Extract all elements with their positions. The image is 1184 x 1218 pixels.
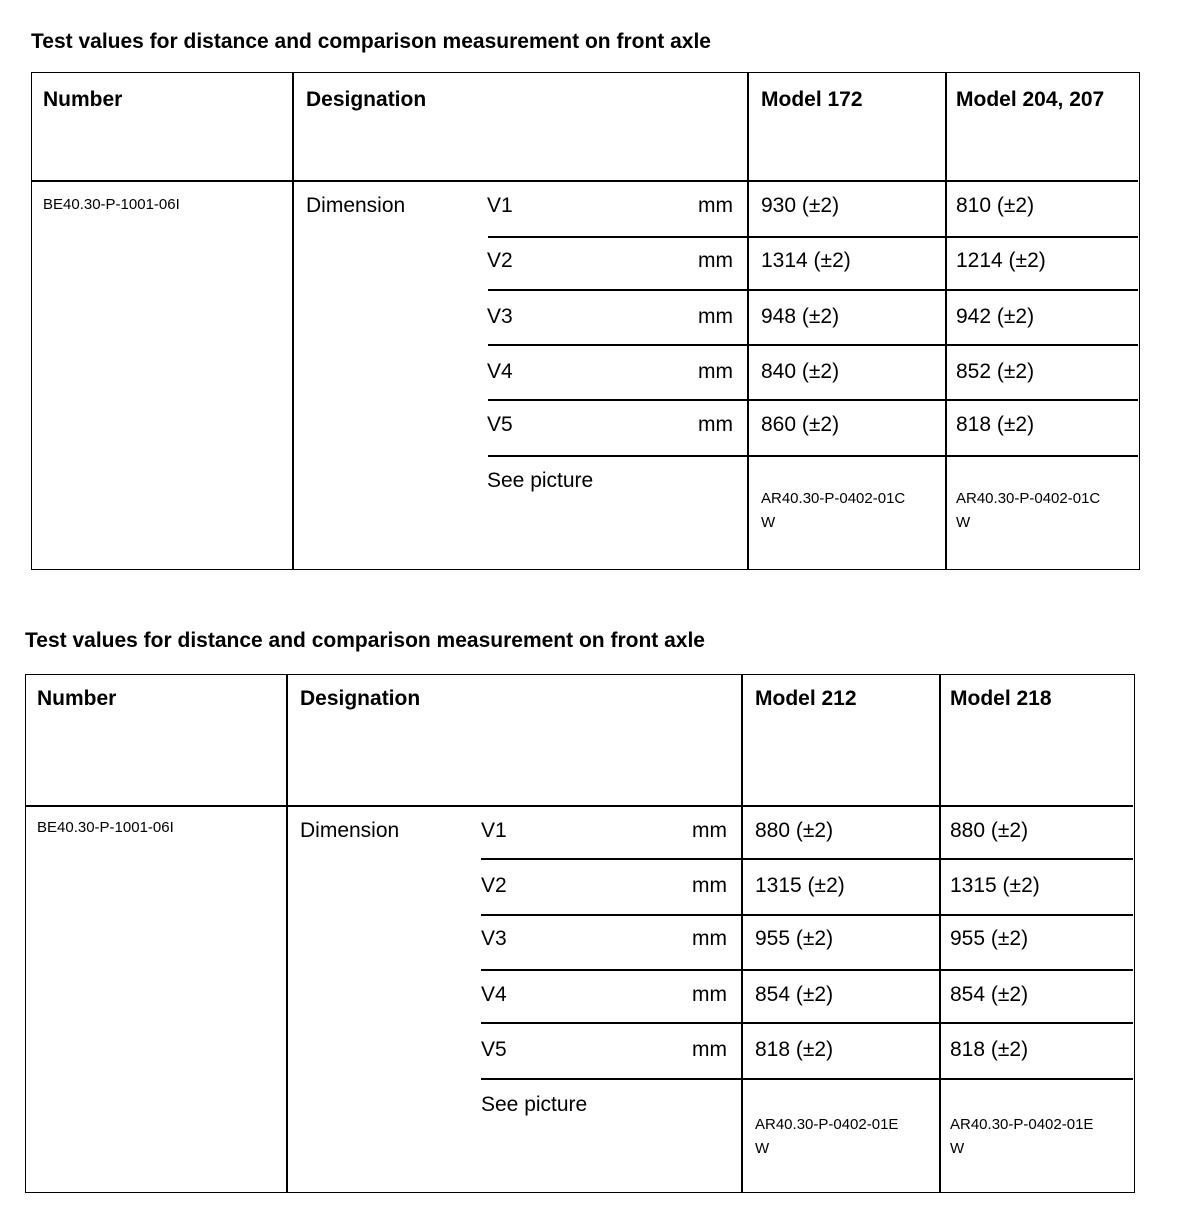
column-divider [939,675,941,1192]
row-unit: mm [698,305,733,328]
picture-ref-model-a [761,487,941,535]
row-label: V5 [481,1038,507,1061]
row-unit: mm [698,360,733,383]
picture-ref-model-b [950,1113,1130,1161]
row-divider [488,399,1138,401]
header-model-204-207: Model 204, 207 [956,88,1105,111]
value-model-b: 1315 (±2) [950,874,1040,897]
header-number: Number [37,687,117,710]
header-designation: Designation [300,687,421,710]
picture-ref-line: AR40.30-P-0402-01E [755,1116,899,1133]
row-divider [481,914,1133,916]
value-model-b: 818 (±2) [956,413,1035,436]
dimension-label: Dimension [306,194,406,217]
value-model-a: 860 (±2) [761,413,840,436]
picture-ref-line: W [761,514,776,531]
row-unit: mm [698,194,733,217]
section-title: Test values for distance and comparison measurement on front axle [25,629,705,652]
row-unit: mm [692,927,727,950]
value-model-b: 880 (±2) [950,819,1029,842]
row-unit: mm [698,413,733,436]
picture-ref-model-b [956,487,1136,535]
see-picture-label: See picture [487,469,594,492]
value-model-a: 854 (±2) [755,983,834,1006]
spec-table [31,72,1140,570]
row-label: V1 [481,819,507,842]
value-model-b: 942 (±2) [956,305,1035,328]
row-divider [32,180,1138,182]
value-model-a: 1314 (±2) [761,249,851,272]
dimension-label: Dimension [300,819,400,842]
row-divider [26,805,1133,807]
row-unit: mm [692,819,727,842]
row-label: V3 [487,305,513,328]
row-unit: mm [692,874,727,897]
row-unit: mm [692,983,727,1006]
header-number: Number [43,88,123,111]
value-model-a: 1315 (±2) [755,874,845,897]
row-divider [481,858,1133,860]
row-divider [488,344,1138,346]
row-label: V1 [487,194,513,217]
see-picture-label: See picture [481,1093,588,1116]
row-unit: mm [692,1038,727,1061]
value-model-b: 955 (±2) [950,927,1029,950]
column-divider [747,73,749,569]
value-model-a: 818 (±2) [755,1038,834,1061]
number-value: BE40.30-P-1001-06I [37,819,174,836]
picture-ref-line: AR40.30-P-0402-01C [761,490,906,507]
column-divider [292,73,294,569]
column-divider [286,675,288,1192]
value-model-b: 854 (±2) [950,983,1029,1006]
row-label: V2 [487,249,513,272]
header-model-218: Model 218 [950,687,1052,710]
row-label: V4 [481,983,507,1006]
picture-ref-line: AR40.30-P-0402-01C [956,490,1101,507]
row-label: V3 [481,927,507,950]
value-model-b: 810 (±2) [956,194,1035,217]
row-divider [481,1078,1133,1080]
row-unit: mm [698,249,733,272]
section-title: Test values for distance and comparison measurement on front axle [31,30,711,53]
spec-table [25,674,1135,1193]
row-divider [488,236,1138,238]
value-model-a: 948 (±2) [761,305,840,328]
picture-ref-line: W [950,1140,965,1157]
picture-ref-line: AR40.30-P-0402-01E [950,1116,1094,1133]
row-divider [481,969,1133,971]
value-model-a: 930 (±2) [761,194,840,217]
column-divider [945,73,947,569]
picture-ref-model-a [755,1113,935,1161]
row-divider [488,289,1138,291]
picture-ref-line: W [755,1140,770,1157]
row-label: V5 [487,413,513,436]
value-model-a: 880 (±2) [755,819,834,842]
row-divider [481,1022,1133,1024]
header-model-172: Model 172 [761,88,863,111]
row-label: V4 [487,360,513,383]
column-divider [741,675,743,1192]
value-model-b: 852 (±2) [956,360,1035,383]
value-model-a: 840 (±2) [761,360,840,383]
header-designation: Designation [306,88,427,111]
row-label: V2 [481,874,507,897]
value-model-a: 955 (±2) [755,927,834,950]
picture-ref-line: W [956,514,971,531]
value-model-b: 818 (±2) [950,1038,1029,1061]
number-value: BE40.30-P-1001-06I [43,196,180,213]
value-model-b: 1214 (±2) [956,249,1046,272]
header-model-212: Model 212 [755,687,857,710]
row-divider [488,455,1138,457]
